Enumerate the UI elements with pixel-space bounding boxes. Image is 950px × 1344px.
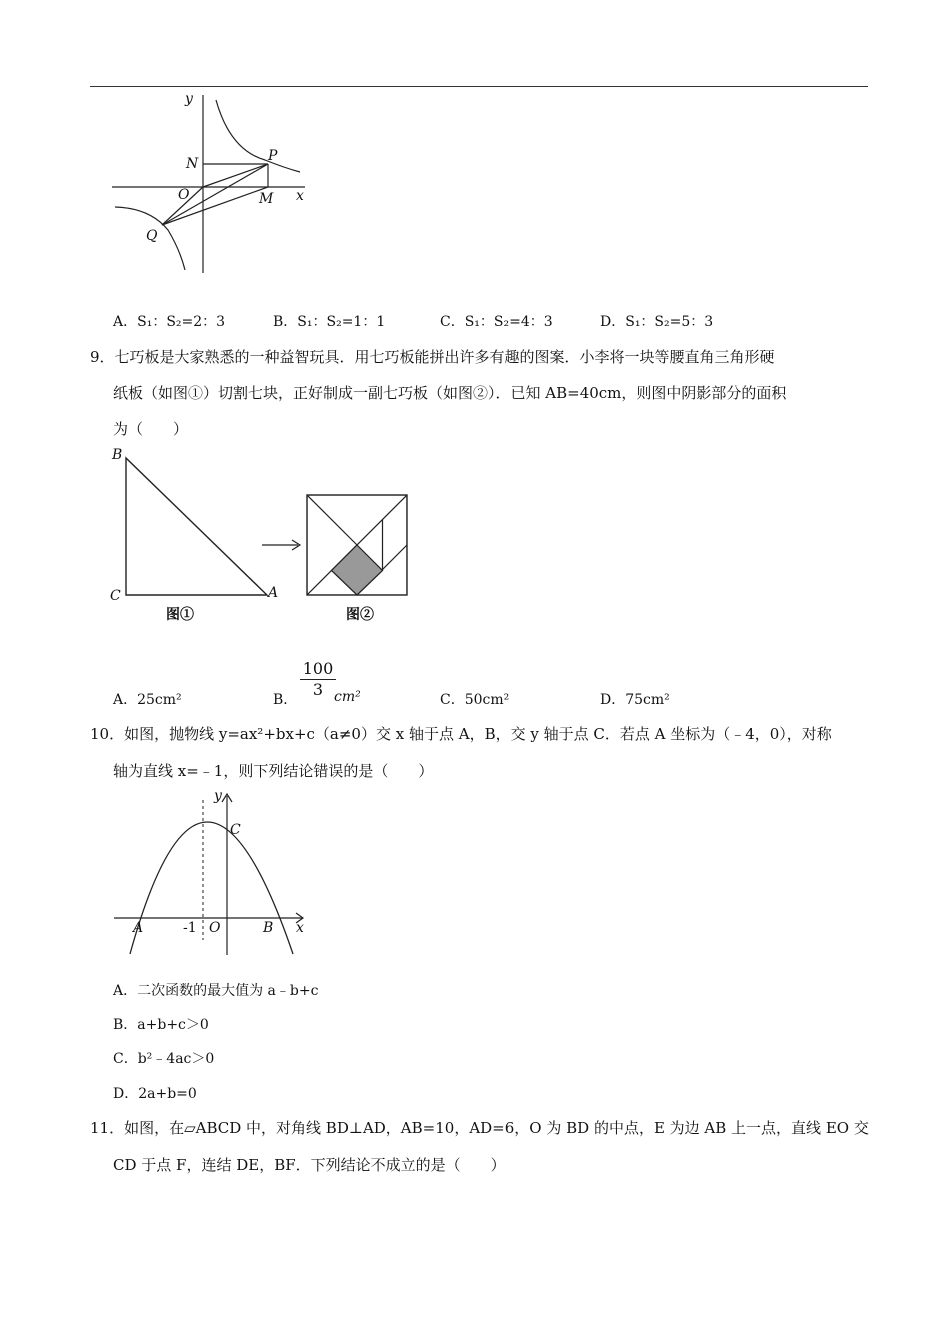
fig10-label-b: B <box>263 920 274 936</box>
q9-caption-1: 图① <box>166 607 194 623</box>
q10-option-d: D．2a+b=0 <box>113 1086 197 1102</box>
header-rule <box>90 86 868 87</box>
q10-option-b: B．a+b+c＞0 <box>113 1017 209 1033</box>
q10-text-line1: 10．如图，抛物线 y=ax²+bx+c（a≠0）交 x 轴于点 A，B，交 y 轴于点 C．若点 A 坐标为（﹣4，0），对称 <box>90 725 832 743</box>
q9-caption-2: 图② <box>346 607 374 623</box>
q8-option-b: B．S₁：S₂=1：1 <box>273 314 386 330</box>
fig8-label-m: M <box>259 191 274 207</box>
q11-text-line2: CD 于点 F，连结 DE，BF．下列结论不成立的是（ ） <box>113 1156 506 1174</box>
q9-tangram-figure <box>306 494 408 596</box>
q9-option-b-prefix: B． <box>273 692 298 708</box>
q9-option-a: A．25cm² <box>113 692 182 708</box>
arrow-icon <box>260 538 305 552</box>
fig8-label-x: x <box>296 188 304 204</box>
q11-text-line1: 11．如图，在▱ABCD 中，对角线 BD⊥AD，AB=10，AD=6，O 为 BD 的中点，E 为边 AB 上一点，直线 EO 交 <box>90 1119 869 1137</box>
q9-text-line3: 为（ ） <box>113 420 189 438</box>
q8-option-d: D．S₁：S₂=5：3 <box>600 314 714 330</box>
q9-option-d: D．75cm² <box>600 692 670 708</box>
q9-option-c: C．50cm² <box>440 692 510 708</box>
q9-triangle-figure <box>120 450 280 600</box>
fraction-numerator: 100 <box>302 659 334 678</box>
fig10-label-c: C <box>230 822 241 838</box>
q8-option-a: A．S₁：S₂=2：3 <box>113 314 226 330</box>
fig10-label-x: x <box>296 920 304 936</box>
fig8-label-q: Q <box>146 228 158 244</box>
q9-text-line1: 9．七巧板是大家熟悉的一种益智玩具．用七巧板能拼出许多有趣的图案．小李将一块等腰直角三角形硬 <box>90 348 775 366</box>
fig10-label-a: A <box>133 920 144 936</box>
q10-text-line2: 轴为直线 x=﹣1，则下列结论错误的是（ ） <box>113 762 434 780</box>
segment-op <box>203 164 268 187</box>
fig8-label-o: O <box>178 187 190 203</box>
fraction-denominator: 3 <box>312 680 324 700</box>
q9-option-b-fraction <box>298 660 338 699</box>
q9-text-line2: 纸板（如图①）切割七块，正好制成一副七巧板（如图②）．已知 AB=40cm，则图中阴影部分的面积 <box>113 384 787 402</box>
q9-option-b-unit: cm² <box>334 689 361 705</box>
q9-label-c: C <box>110 588 121 604</box>
hyperbola-branch-1 <box>216 100 300 172</box>
fig10-label-o: O <box>209 920 221 936</box>
q9-label-b: B <box>112 447 123 463</box>
q10-option-a: A．二次函数的最大值为 a﹣b+c <box>113 983 319 999</box>
fig8-label-p: P <box>268 148 278 164</box>
fig8-label-n: N <box>186 156 199 172</box>
fig10-label-minus1: -1 <box>183 920 197 936</box>
q8-figure <box>100 90 320 280</box>
q9-label-a: A <box>268 585 279 601</box>
fig8-label-y: y <box>185 91 193 107</box>
q10-option-c: C．b²﹣4ac＞0 <box>113 1051 215 1067</box>
shaded-square <box>332 545 383 595</box>
fig10-label-y: y <box>214 788 222 804</box>
q8-option-c: C．S₁：S₂=4：3 <box>440 314 553 330</box>
